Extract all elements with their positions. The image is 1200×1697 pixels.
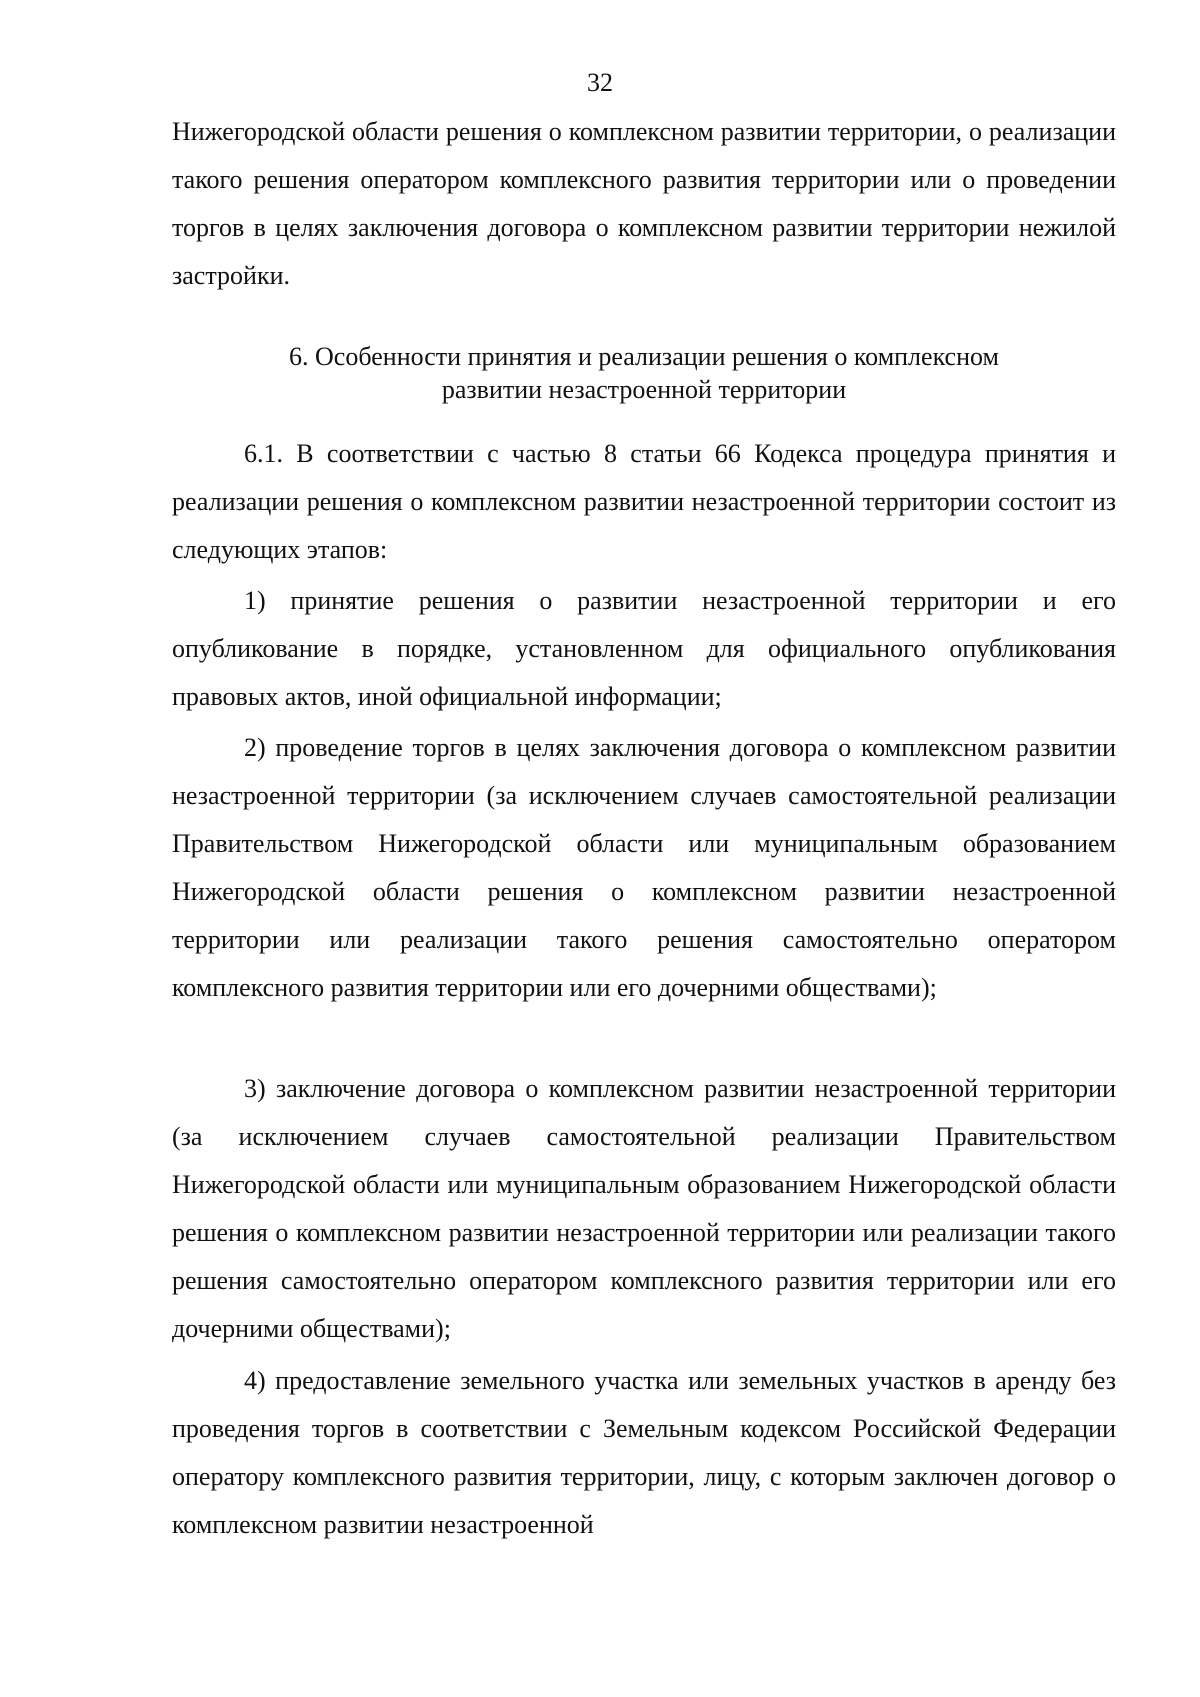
list-item-2: 2) проведение торгов в целях заключения договора о комплексном развитии незастроенной территории (за исключением случаев самостоятельной реализации Правительством Нижегородской области или муниципальным образованием Нижегородской области решения о комплексном развитии незастроенной территории или реализации такого решения самостоятельно оператором комплексного развития территории или его дочерними обществами); [172,733,1116,1002]
page-number: 32 [587,68,613,97]
list-item-3: 3) заключение договора о комплексном развитии незастроенной территории (за исключением случаев самостоятельной реализации Правительством Нижегородской области или муниципальным образованием Нижегородской области решения о комплексном развитии незастроенной территории или реализации такого решения самостоятельно оператором комплексного развития территории или его дочерними обществами); [172,1074,1116,1343]
section-heading-line-1: 6. Особенности принятия и реализации решения о комплексном [289,342,999,371]
section-heading [172,340,1116,406]
list-item-1: 1) принятие решения о развитии незастроенной территории и его опубликование в порядке, установленном для официального опубликования правовых актов, иной официальной информации; [172,586,1116,711]
section-heading-line-2: развитии незастроенной территории [441,375,847,404]
continuation-paragraph: Нижегородской области решения о комплексном развитии территории, о реализации такого решения оператором комплексного развития территории или о проведении торгов в целях заключения договора о комплексном развитии территории нежилой застройки. [172,117,1116,290]
paragraph-6-1: 6.1. В соответствии с частью 8 статьи 66 Кодекса процедура принятия и реализации решения о комплексном развитии незастроенной территории состоит из следующих этапов: [172,439,1116,564]
list-item-4: 4) предоставление земельного участка или земельных участков в аренду без проведения торгов в соответствии с Земельным кодексом Российской Федерации оператору комплексного развития территории, лицу, с которым заключен договор о комплексном развитии незастроенной [172,1366,1116,1539]
